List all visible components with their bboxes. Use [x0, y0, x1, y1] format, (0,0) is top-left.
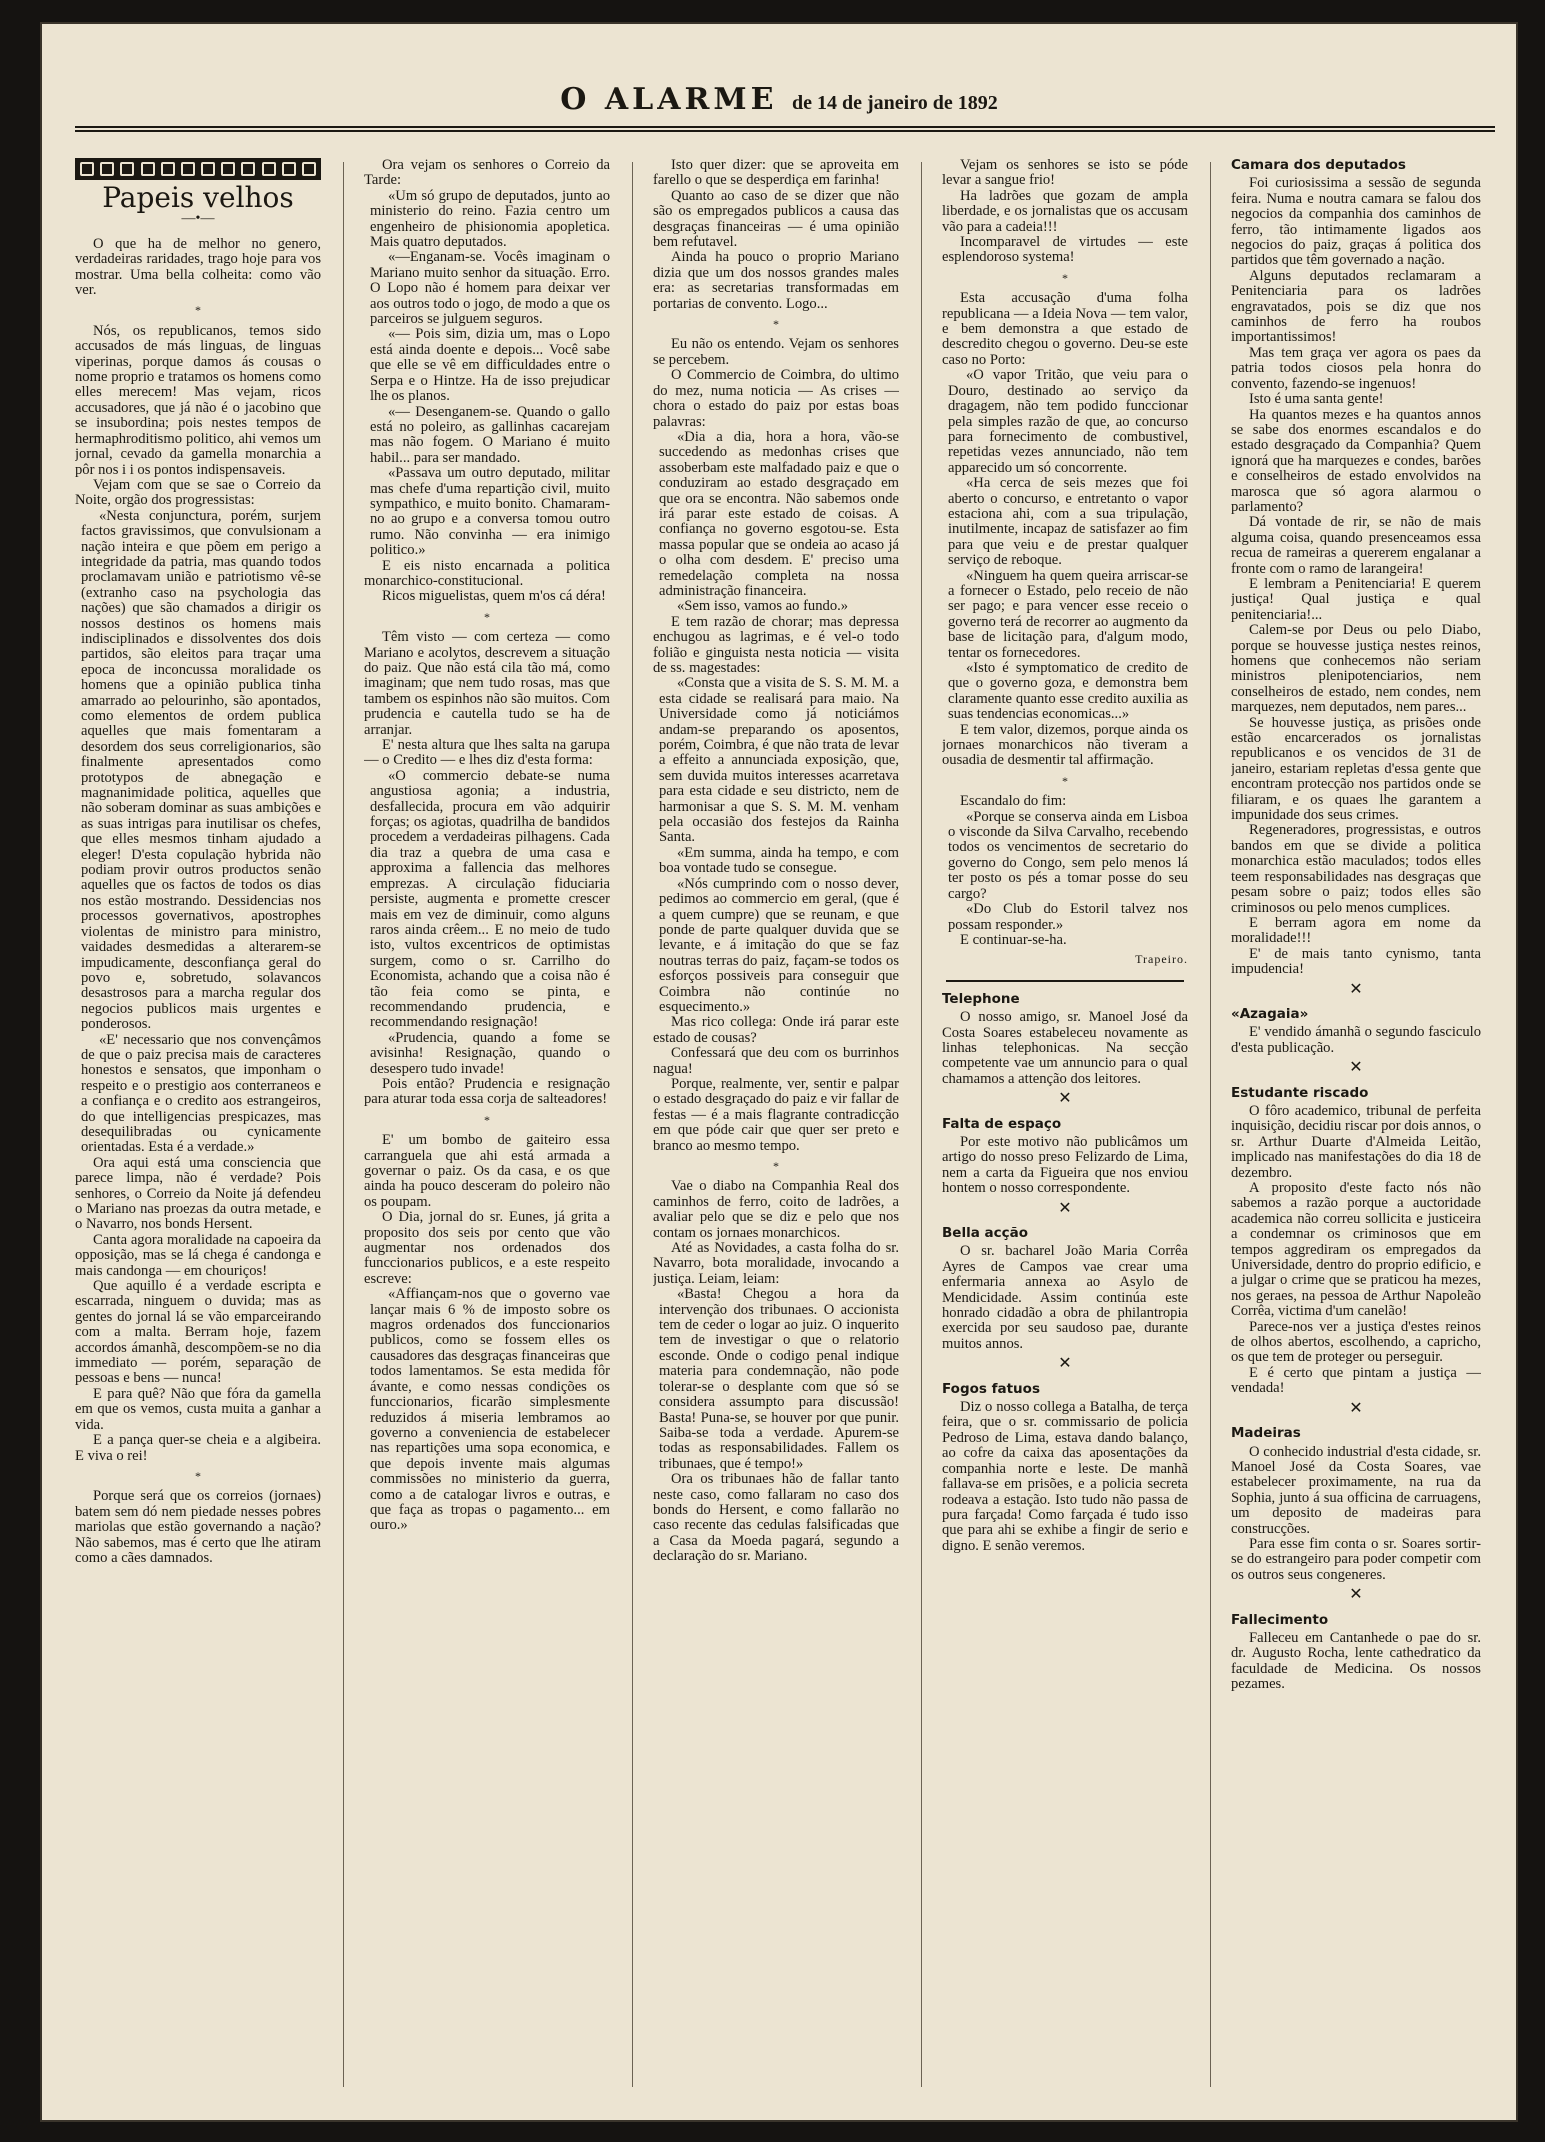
paragraph: Foi curiosissima a sessão de segunda feira. Numa e noutra camara se falou dos negocios da companhia dos caminhos de ferro, tão intimamente ligados aos negocios do paiz, graças á politica dos partidos que têm governado a nação. — [1231, 175, 1481, 269]
paragraph: Têm visto — com certeza — como Mariano e acolytos, descrevem a situação do paiz. Que não está cila tão má, como imaginam; que nem tudo rosas, mas que tambem os espinhos não são muitos. Com prudencia e cautella tudo se ha de arranjar. — [364, 629, 610, 738]
paragraph: Ha ladrões que gozam de ampla liberdade, e os jornalistas que os accusam vão para a cadeia!!! — [942, 187, 1188, 235]
paragraph: E eis nisto encarnada a politica monarchico-constitucional. — [364, 557, 610, 589]
star-ornament: * — [195, 1468, 201, 1483]
paragraph: E' de mais tanto cynismo, tanta impudencia! — [1231, 945, 1481, 978]
paragraph: E' vendido ámanhã o segundo fasciculo d'esta publicação. — [1231, 1024, 1481, 1056]
article-signature: Trapeiro. — [1135, 952, 1188, 967]
dingbat-border — [75, 158, 321, 180]
paragraph: Ora vejam os senhores o Correio da Tarde: — [364, 158, 610, 189]
paragraph: E berram agora em nome da moralidade!!! — [1231, 914, 1481, 947]
paragraph: Parece-nos ver a justiça d'estes reinos de olhos abertos, escolhendo, a capricho, os que tem de proteger ou perseguir. — [1231, 1318, 1481, 1366]
paragraph: Até as Novidades, a casta folha do sr. Navarro, bota moralidade, invocando a justiça. Leiam, leiam: — [653, 1240, 899, 1287]
quote-paragraph: «Isto é symptomatico de credito de que o governo goza, e demonstra bem claramente quanto esse credito auxilia as suas tendencias economicas...» — [948, 660, 1188, 723]
section-heading-fallecimento: Fallecimento — [1231, 1611, 1329, 1628]
paragraph: Eu não os entendo. Vejam os senhores se percebem. — [653, 336, 899, 368]
quote-paragraph: «Porque se conserva ainda em Lisboa o visconde da Silva Carvalho, recebendo todos os vencimentos de secretario do governo do Congo, sem pelo menos lá ter posto os pés a tomar posse do seu cargo? — [948, 808, 1188, 902]
paragraph: Dá vontade de rir, se não de mais alguma coisa, quando presenceamos essa recua de rameiras a quererem engalanar a fronte com o ramo de larangeira! — [1231, 514, 1481, 577]
paragraph: Falleceu em Cantanhede o pae do sr. dr. Augusto Rocha, lente cathedratico da faculdade de Medicina. Os nossos pezames. — [1231, 1629, 1481, 1693]
paragraph: E lembram a Penitenciaria! E querem justiça! Qual justiça e qual penitenciaria!... — [1231, 575, 1481, 623]
quote-paragraph: «— Pois sim, dizia um, mas o Lopo está ainda doente e depois... Você sabe que elle se vê em difficuldades entre o Serpa e o Hintze. Ha de isso prejudicar lhe os planos. — [370, 326, 610, 405]
section-heading-bella-accao: Bella acção — [942, 1225, 1029, 1241]
paragraph: Isto é uma santa gente! — [1249, 391, 1384, 408]
paragraph: E para quê? Não que fóra da gamella em que os vemos, custa muita a ganhar a vida. — [75, 1385, 321, 1433]
paragraph: Confessará que deu com os burrinhos nagua! — [653, 1045, 899, 1077]
quote-paragraph: «Prudencia, quando a fome se avisinha! Resignação, quando o desespero tudo invade! — [370, 1029, 610, 1077]
quote-paragraph: «Nós cumprindo com o nosso dever, pedimos ao commercio em geral, (que é a quem cumpre) que se reunam, e que ponde de parte qualquer duvida que se levante, e á imitação do que se faz noutras terras do paiz, façam-se todos os esforços possiveis para conseguir que Coimbra não continúe no esquecimento.» — [659, 875, 899, 1015]
paragraph: E' nesta altura que lhes salta na garupa — o Credito — e lhes diz d'esta forma: — [364, 737, 610, 769]
paragraph: O fôro academico, tribunal de perfeita inquisição, decidiu riscar por dois annos, o sr. Arthur Duarte d'Almeida Leitão, implicado nas manifestações do dia 18 de dezembro. — [1231, 1102, 1481, 1181]
section-heading-estudante-riscado: Estudante riscado — [1231, 1084, 1369, 1101]
quote-paragraph: «Nesta conjunctura, porém, surjem factos gravissimos, que convulsionam a nação inteira e que põem em perigo a integridade da patria, mas quando todos proclamavam união e patriotismo vê-se (extranho caso na psychologia das nações) que são chamados a dirigir os nossos destinos os homens mais indisciplinados e dissolventes dos dois partidos, são eleitos para traçar uma epoca de inconcussa moralidade os homens que a opinião publica tinha amarrado ao pelourinho, são apontados, como elementos de ordem publica aquelles que mais fomentaram a desordem dos seus correligionarios, são finalmente apresentados como prototypos de abnegação e magnanimidade politica, aquelles que não soberam dominar as suas ambições e as suas intrigas para inutilisar os chefes, que elles mesmos tinham ajudado a eleger! D'esta copulação hybrida não podiam provir outros productos senão aquelles que os factos de todos os dias nos estão mostrando. Dessidencias nos processos governativos, apostrophes violentas de ministro para ministro, vaidades desmedidas a alterarem-se impudicamente, desconfiança geral do povo e, sobretudo, solavancos desastrosos para a marcha regular dos negocios publicos mais urgentes e ponderosos. — [81, 507, 321, 1033]
star-ornament: * — [484, 1112, 490, 1127]
paragraph: Incomparavel de virtudes — este esplendoroso systema! — [942, 234, 1188, 266]
paragraph: O sr. bacharel João Maria Corrêa Ayres de Campos vae crear uma enfermaria annexa ao Asylo de Mendicidade. Assim continúa este honrado cidadão a obra de philantropia exercida por seu saudoso pae, durante muitos annos. — [942, 1243, 1188, 1352]
paragraph: Alguns deputados reclamaram a Penitenciaria para os ladrões engravatados, pois se diz que nos caminhos de ferro ha roubos importantissimos! — [1231, 267, 1481, 346]
star-ornament: * — [1062, 270, 1068, 285]
paragraph: Para esse fim conta o sr. Soares sortir-se do estrangeiro para poder competir com os outros seus congeneres. — [1231, 1535, 1481, 1583]
section-heading-madeiras: Madeiras — [1231, 1425, 1301, 1442]
column-5 — [1231, 158, 1481, 2113]
paragraph: Ora aqui está uma consciencia que parece limpa, não é verdade? Pois senhores, o Correio da Noite já defendeu o Mariano nas proezas da outra metade, e o Navarro, nos bonds Hersent. — [75, 1154, 321, 1233]
star-ornament: * — [773, 317, 779, 332]
quote-paragraph: «O vapor Tritão, que veiu para o Douro, destinado ao serviço da dragagem, não tem podido funccionar pela simples razão de que, ao concurso para fornecimento de combustivel, repetidas vezes annunciado, não tem apparecido um só concorrente. — [948, 367, 1188, 476]
quote-paragraph: «Sem isso, vamos ao fundo.» — [677, 598, 849, 615]
paragraph: Mas tem graça ver agora os paes da patria todos ciosos pela honra do convento, fazendo-se ingenuos! — [1231, 344, 1481, 392]
quote-paragraph: «Em summa, ainda ha tempo, e com boa vontade tudo se consegue. — [659, 844, 899, 877]
paragraph: Vejam os senhores se isto se póde levar a sangue frio! — [942, 158, 1188, 189]
paragraph: Nós, os republicanos, temos sido accusados de más linguas, de linguas viperinas, porque damos ás cousas o nome proprio e tratamos os homens como elles merecem! Mas vejam, ricos accusadores, que já não é o jacobino que se insubordina; pois nestes tempos de hermaphroditismo politico, ahi vemos um jornal, cevado da gamella monarchia a pôr nos i i os pontos indispensaveis. — [75, 322, 321, 478]
paragraph: Ha quantos mezes e ha quantos annos se sabe dos enormes escandalos e do estado desgraçado da Companhia? Quem ignorá que ha marquezes e condes, barões e conselheiros de estado envolvidos na marosca que só agora alarmou o parlamento? — [1231, 406, 1481, 515]
paragraph: E a pança quer-se cheia e a algibeira. E viva o rei! — [75, 1432, 321, 1464]
paragraph: O conhecido industrial d'esta cidade, sr. Manoel José da Costa Soares, vae estabelecer proximamente, na rua da Sophia, junto á sua officina de carruagens, um deposito de madeiras para construcções. — [1231, 1443, 1481, 1537]
section-heading-camara: Camara dos deputados — [1231, 158, 1406, 173]
section-heading-fogos-fatuos: Fogos fatuos — [942, 1380, 1040, 1397]
star-ornament: * — [195, 303, 201, 318]
quote-paragraph: «Dia a dia, hora a hora, vão-se succedendo as medonhas crises que assoberbam este malfadado paiz e que o conduziram ao estado desgraçado em que ora se encontra. Não sabemos onde irá parar este estado de coisas. A confiança no governo esgotou-se. Esta massa popular que se ondeia ao acaso já o olha com desdem. E' preciso uma remedelação completa na nossa administração financeira. — [659, 428, 899, 599]
cross-ornament: ✕ — [1349, 980, 1363, 998]
paragraph: Regeneradores, progressistas, e outros bandos em que se divide a politica monarchica estão maculados; todos elles teem responsabilidades nas desgraças que pesam sobre o paiz; todos elles são criminosos ou pelo menos cumplices. — [1231, 822, 1481, 916]
quote-paragraph: «Consta que a visita de S. S. M. M. a esta cidade se realisará para maio. Na Universidade como já noticiámos andam-se preparando os aposentos, porém, Coimbra, é que não trata de levar a effeito a annunciada exposição, que, sem duvida muitos interesses acarretava para esta cidade e seu districto, nem de harmonisar a que S. S. M. M. venham pela occasião dos festejos da Rainha Santa. — [659, 675, 899, 846]
quote-paragraph: «Ninguem ha quem queira arriscar-se a fornecer o Estado, pelo receio de não ser pago; e para vencer esse receio o governo terá de recorrer ao augmento da base de licitação para, d'algum modo, tentar os fornecedores. — [948, 567, 1188, 661]
quote-paragraph: «E' necessario que nos convençâmos de que o paiz precisa mais de caracteres honestos e sensatos, que imponham o respeito e o prestigio aos conterraneos e a confiança e o credito aos estrangeiros, do que intelligencias prespicazes, mas desequilibradas ou cynicamente orientadas. Esta é a verdade.» — [81, 1031, 321, 1156]
paragraph: Escandalo do fim: — [960, 793, 1067, 810]
paragraph: Se houvesse justiça, as prisões onde estão encarcerados os jornalistas republicanos e os vencidos de 31 de janeiro, estariam repletas d'essa gente que encontram protecção nos partidos onde se filiaram, e os quaes lhe garantem a impunidade dos seus crimes. — [1231, 714, 1481, 824]
paragraph: Pois então? Prudencia e resignação para aturar toda essa corja de salteadores! — [364, 1075, 610, 1108]
article-title: Papeis velhos — [102, 181, 294, 214]
quote-paragraph: «Affiançam-nos que o governo vae lançar mais 6 % de imposto sobre os magros ordenados dos funccionarios publicos, como se fossem elles os causadores das desgraças financeiras que todos lamentamos. Se esta medida fôr ávante, e como nessas condições os funccionarios, ficarão simplesmente reduzidos á miseria lembramos ao governo a conveniencia de estabelecer nas repartições uma sopa economica, e que depois invente mais algumas commissões no ministerio da guerra, como a de catalogar livros e outras, e que faça as tropas o pagamento... em ouro.» — [370, 1286, 610, 1534]
paragraph: O Dia, jornal do sr. Eunes, já grita a proposito dos seis por cento que vão augmentar nos ordenados dos funccionarios publicos, e a este respeito escreve: — [364, 1209, 610, 1287]
quote-paragraph: «Passava um outro deputado, militar mas chefe d'uma repartição civil, muito sympathico, e muito bonito. Chamaram-no ao grupo e a conversa tomou outro rumo. Não convinha — era inimigo politico.» — [370, 465, 610, 559]
paragraph: Diz o nosso collega a Batalha, de terça feira, que o sr. commissario de policia Pedroso de Lima, estava dando balanço, ao cofre da caixa das aposentações da companhia norte e leste. De manhã fallava-se em prisões, e a policia secreta rodeava a estação. Isto tudo não passa de pura farçada! Como farçada é tudo isso que para ahi se exhibe a fingir de serio e digno. E senão veremos. — [942, 1399, 1188, 1554]
paragraph: Canta agora moralidade na capoeira da opposição, mas se lá chega é candonga e mais candonga — em chouriços! — [75, 1231, 321, 1279]
paragraph: A proposito d'este facto nós não sabemos a razão porque a auctoridade academica não correu sollicita e justiceira a condemnar os criminosos que em tempos aggrediram os empregados da Universidade, dentro do proprio edificio, e a julgar o crime que se praticou ha mezes, nos geraes, na pessoa de Arthur Napoleão Corrêa, victima d'um canelão! — [1231, 1180, 1481, 1320]
paragraph: O nosso amigo, sr. Manoel José da Costa Soares estabeleceu novamente as linhas telephonicas. Na secção competente vae um annuncio para o qual chamamos a attenção dos leitores. — [942, 1009, 1188, 1087]
quote-paragraph: «Do Club do Estoril talvez nos possam responder.» — [948, 901, 1188, 933]
column-divider — [632, 162, 633, 2087]
column-3 — [653, 158, 899, 2113]
paragraph: Vejam com que se sae o Correio da Noite, orgão dos progressistas: — [75, 476, 321, 509]
paragraph: E continuar-se-ha. — [960, 931, 1067, 948]
newspaper-page — [40, 22, 1518, 2122]
cross-ornament: ✕ — [1349, 1586, 1363, 1604]
masthead — [40, 82, 1518, 117]
section-heading-telephone: Telephone — [942, 990, 1020, 1007]
cross-ornament: ✕ — [1058, 1090, 1072, 1108]
masthead-rule — [75, 126, 1495, 132]
column-divider — [1210, 162, 1211, 2087]
paragraph: Calem-se por Deus ou pelo Diabo, porque se houvesse justiça nestes reinos, homens que conhecemos não seriam ministros plenipotenciarios, nem conselheiros de estado, nem condes, nem marquezes, nem deputados, nem pares... — [1231, 622, 1481, 716]
column-2 — [364, 158, 610, 2113]
paragraph: Esta accusação d'uma folha republicana — a Ideia Nova — tem valor, e bem demonstra a que estado de descredito chegou o governo. Deu-se este caso no Porto: — [942, 290, 1188, 368]
paragraph: Ainda ha pouco o proprio Mariano dizia que um dos nossos grandes males era: as secretarias transformadas em portarias de convento. Logo... — [653, 249, 899, 312]
quote-paragraph: «Ha cerca de seis mezes que foi aberto o concurso, e entretanto o vapor estaciona ahi, com a sua tripulação, inutilmente, incapaz de satisfazer ao fim para que veiu e de prestar qualquer serviço de reboque. — [948, 475, 1188, 569]
paragraph: Ricos miguelistas, quem m'os cá déra! — [382, 588, 606, 605]
star-ornament: * — [773, 1159, 779, 1173]
star-ornament: * — [1062, 773, 1068, 788]
star-ornament: * — [484, 609, 490, 624]
section-heading-azagaia: «Azagaia» — [1231, 1005, 1309, 1022]
paragraph: Vae o diabo na Companhia Real dos caminhos de ferro, coito de ladrões, a avaliar pelo que se diz e pelo que nos contam os jornaes monarchicos. — [653, 1178, 899, 1241]
quote-paragraph: «— Desenganem-se. Quando o gallo está no poleiro, as gallinhas cacarejam mas não fogem. O Mariano é muito habil... para ser mandado. — [370, 403, 610, 466]
quote-paragraph: «O commercio debate-se numa angustiosa agonia; a industria, desfallecida, procura em vão adquirir forças; os agiotas, quadrilha de bandidos procedem a verdadeiras pilhagens. Cada dia traz a quebra de uma casa e approxima a fallencia das melhores emprezas. A circulação fiduciaria persiste, augmenta e promette crescer mais em vez de diminuir, como alguns raros ainda crêem... E no meio de tudo isto, vultos excentricos de optimistas surgem, como o sr. Carrilho do Economista, achando que a coisa não é tão feia como se pinta, e recommendando prudencia, e recommendando resignação! — [370, 767, 610, 1031]
column-divider — [343, 162, 344, 2087]
paragraph: Porque, realmente, ver, sentir e palpar o estado desgraçado do paiz e vir fallar de festas — é a mais flagrante contradicção em que póde cair que quer ser preto e branco ao mesmo tempo. — [653, 1075, 899, 1154]
column-4 — [942, 158, 1188, 2113]
paragraph: E tem razão de chorar; mas depressa enchugou as lagrimas, e é vel-o todo folião e ginguista nesta noticia — visita de ss. magestades: — [653, 613, 899, 676]
paragraph: Quanto ao caso de se dizer que não são os empregados publicos a causa das desgraças financeiras — é uma opinião bem refutavel. — [653, 187, 899, 251]
paragraph: E é certo que pintam a justiça —vendada! — [1231, 1364, 1481, 1397]
paragraph: E tem valor, dizemos, porque ainda os jornaes monarchicos não tiveram a ousadia de desmentir tal affirmação. — [942, 721, 1188, 769]
paragraph: O que ha de melhor no genero, verdadeiras raridades, trago hoje para vos mostrar. Uma bella colheita: como vão ver. — [75, 235, 321, 299]
quote-paragraph: «Basta! Chegou a hora da intervenção dos tribunaes. O accionista tem de ceder o logar ao juiz. O inquerito tem de investigar o que o relatorio esconde. Onde o codigo penal indique materia para condemnação, não pode tolerar-se o desplante com que só se considera assumpto para discussão! Basta! Puna-se, se houver por que punir. Saiba-se toda a verdade. Apurem-se todas as responsabilidades. Fallem os tribunaes, que é tempo!» — [659, 1286, 899, 1472]
paragraph: Que aquillo é a verdade escripta e escarrada, ninguem o duvida; mas as gentes do jornal lá se vão emparceirando com a malta. Berram hoje, fazem accordos ámanhã, descompõem-se no dia immediato — porém, separação de pessoas e bens — nunca! — [75, 1278, 321, 1387]
quote-paragraph: «Um só grupo de deputados, junto ao ministerio do reino. Fazia centro um engenheiro de phisionomia apopletica. Mais quatro deputados. — [370, 187, 610, 251]
column-1 — [75, 158, 321, 2113]
cross-ornament: ✕ — [1058, 1355, 1072, 1373]
cross-ornament: ✕ — [1349, 1059, 1363, 1077]
paragraph: E' um bombo de gaiteiro essa carranguela que ahi está armada a governar o paiz. Os da casa, e os que ainda ha pouco desceram do poleiro não os poupam. — [364, 1132, 610, 1210]
section-heading-falta-de-espaco: Falta de espaço — [942, 1115, 1062, 1132]
title-ornament: —•— — [181, 211, 215, 227]
paragraph: Ora os tribunaes hão de fallar tanto neste caso, como fallaram no caso dos bonds do Hersent, e como fallarão no caso recente das cedulas falsificadas que a Casa da Moeda pagará, segundo a declaração do sr. Mariano. — [653, 1471, 899, 1565]
paragraph: Mas rico collega: Onde irá parar este estado de cousas? — [653, 1014, 899, 1046]
cross-ornament: ✕ — [1349, 1399, 1363, 1417]
paragraph: O Commercio de Coimbra, do ultimo do mez, numa noticia — As crises — chora o estado do paiz por estas boas palavras: — [653, 367, 899, 430]
paragraph: Por este motivo não publicâmos um artigo do nosso preso Felizardo de Lima, nem a carta da Figueira que nos enviou hontem o nosso correspondente. — [942, 1133, 1188, 1197]
column-divider — [921, 162, 922, 2087]
paragraph: Porque será que os correios (jornaes) batem sem dó nem piedade nesses pobres mariolas que estão governando a nação? Não sabemos, mas é certo que lhe atiram como a cães damnados. — [75, 1488, 321, 1566]
paragraph: Isto quer dizer: que se aproveita em farello o que se desperdiça em farinha! — [653, 158, 899, 189]
section-rule — [946, 980, 1184, 982]
newspaper-name: O ALARME — [560, 82, 778, 117]
issue-date: de 14 de janeiro de 1892 — [792, 92, 998, 114]
cross-ornament: ✕ — [1058, 1199, 1072, 1217]
quote-paragraph: «—Enganam-se. Vocês imaginam o Mariano muito senhor da situação. Erro. O Lopo não é homem para deixar ver aos outros todo o jogo, de modo a que os parceiros se julguem seguros. — [370, 249, 610, 328]
